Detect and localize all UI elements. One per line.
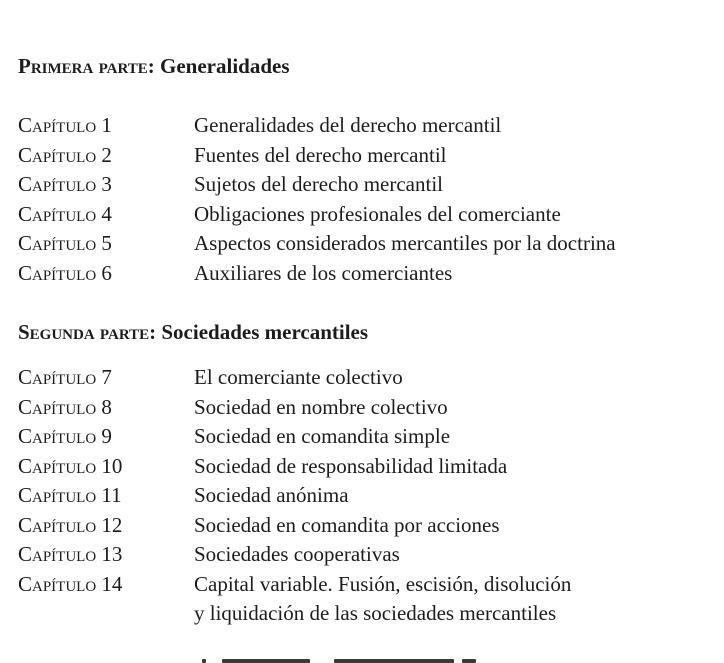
- chapter-row: [18, 111, 708, 141]
- chapter-number: Capítulo 2: [18, 142, 112, 167]
- part-heading-2: [18, 320, 368, 344]
- cut-off-next-heading: [18, 650, 708, 663]
- chapter-title: Auxiliares de los comerciantes: [194, 260, 453, 285]
- chapter-title: Sociedad anónima: [194, 483, 349, 507]
- chapter-title: Sociedad de responsabilidad limitada: [194, 453, 508, 478]
- chapter-title: Sociedades cooperativas: [194, 542, 400, 566]
- chapter-list-part-1: [18, 111, 708, 288]
- chapter-title: Fuentes del derecho mercantil: [194, 142, 447, 167]
- chapter-number: Capítulo 1: [18, 113, 112, 137]
- chapter-title: El comerciante colectivo: [194, 365, 403, 389]
- chapter-row: [18, 452, 708, 482]
- chapter-number: Capítulo 6: [18, 260, 112, 285]
- chapter-row: [18, 141, 708, 171]
- chapter-row: [18, 229, 708, 259]
- chapter-number: Capítulo 12: [18, 512, 123, 537]
- chapter-number: Capítulo 9: [18, 424, 112, 448]
- chapter-title: Capital variable. Fusión, escisión, disolución y liquidación de las sociedades mercantiles: [194, 571, 572, 625]
- chapter-title: Sociedad en nombre colectivo: [194, 394, 448, 419]
- part-title: Generalidades: [160, 54, 290, 78]
- chapter-number: Capítulo 13: [18, 542, 123, 566]
- chapter-title: Obligaciones profesionales del comerciante: [194, 201, 561, 226]
- chapter-row: [18, 200, 708, 230]
- chapter-title: Generalidades del derecho mercantil: [194, 113, 502, 137]
- chapter-number: Capítulo 5: [18, 231, 112, 255]
- chapter-number: Capítulo 4: [18, 201, 112, 226]
- chapter-row: [18, 393, 708, 423]
- chapter-row: [18, 170, 708, 200]
- chapter-row: [18, 481, 708, 511]
- part-label: Primera parte:: [18, 54, 155, 78]
- chapter-number: Capítulo 7: [18, 365, 112, 389]
- chapter-number: Capítulo 11: [18, 483, 122, 507]
- chapter-row: [18, 540, 708, 570]
- chapter-number: Capítulo 8: [18, 394, 112, 419]
- chapter-row: [18, 363, 708, 393]
- part-label: Segunda parte:: [18, 320, 157, 344]
- chapter-title: Sujetos del derecho mercantil: [194, 172, 443, 196]
- part-title: Sociedades mercantiles: [161, 320, 369, 344]
- chapter-number: Capítulo 3: [18, 172, 112, 196]
- chapter-title: Sociedad en comandita por acciones: [194, 512, 500, 537]
- chapter-title: Sociedad en comandita simple: [194, 424, 451, 448]
- chapter-row: [18, 511, 708, 541]
- chapter-row: [18, 259, 708, 289]
- chapter-row: [18, 422, 708, 452]
- chapter-title: Aspectos considerados mercantiles por la doctrina: [194, 231, 616, 255]
- part-heading-1: [18, 54, 290, 78]
- chapter-number: Capítulo 10: [18, 453, 123, 478]
- chapter-number: Capítulo 14: [18, 571, 123, 596]
- chapter-list-part-2: [18, 363, 708, 629]
- chapter-row: [18, 570, 708, 629]
